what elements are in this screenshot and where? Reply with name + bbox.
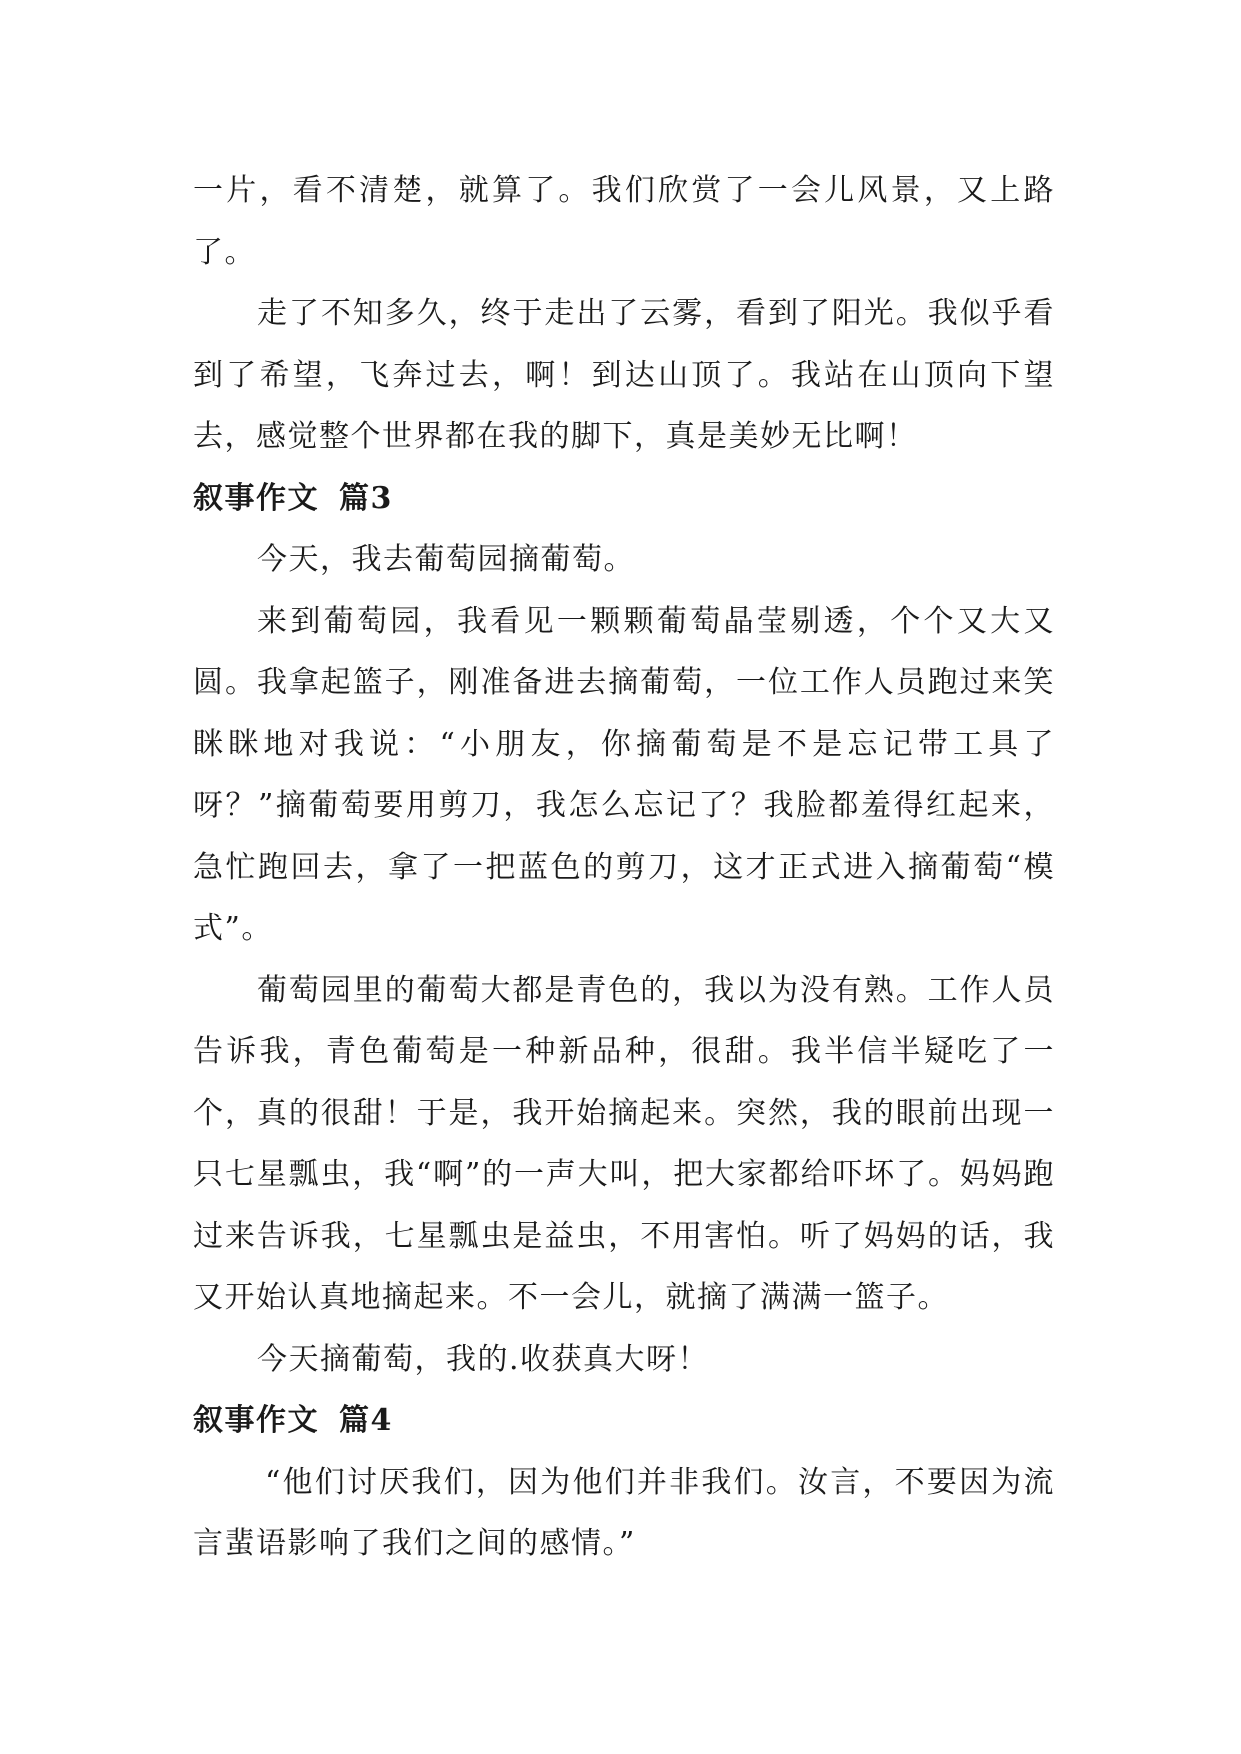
paragraph: 来到葡萄园，我看见一颗颗葡萄晶莹剔透，个个又大又圆。我拿起篮子，刚准备进去摘葡萄，一位工作人员跑过来笑眯眯地对我说：“小朋友，你摘葡萄是不是忘记带工具了呀？”摘葡萄要用剪刀，我怎么忘记了？我脸都羞得红起来，急忙跑回去，拿了一把蓝色的剪刀，这才正式进入摘葡萄“模式”。: [193, 603, 1055, 946]
paragraph: 葡萄园里的葡萄大都是青色的，我以为没有熟。工作人员告诉我，青色葡萄是一种新品种，很甜。我半信半疑吃了一个，真的很甜！于是，我开始摘起来。突然，我的眼前出现一只七星瓢虫，我“啊”的一声大叫，把大家都给吓坏了。妈妈跑过来告诉我，七星瓢虫是益虫，不用害怕。听了妈妈的话，我又开始认真地摘起来。不一会儿，就摘了满满一篮子。: [193, 972, 1055, 1315]
section-heading-4: [193, 1390, 1055, 1452]
paragraph-quote: “他们讨厌我们，因为他们并非我们。汝言，不要因为流言蜚语影响了我们之间的感情。”: [193, 1464, 1055, 1561]
paragraph-summit: 走了不知多久，终于走出了云雾，看到了阳光。我似乎看到了希望，飞奔过去，啊！到达山顶了。我站在山顶向下望去，感觉整个世界都在我的脚下，真是美妙无比啊！: [193, 296, 1055, 454]
section-title: 叙事作文: [193, 480, 319, 516]
section-title: 叙事作文: [193, 1403, 319, 1438]
section-number: 篇4: [339, 1403, 393, 1438]
paragraph: 今天摘葡萄，我的.收获真大呀！: [257, 1341, 710, 1377]
section-heading-3: [193, 468, 1055, 530]
paragraph-continuation: 一片，看不清楚，就算了。我们欣赏了一会儿风景，又上路了。: [193, 173, 1055, 270]
document-page: [193, 160, 1055, 1575]
section-number: 篇3: [339, 480, 393, 516]
paragraph: 今天，我去葡萄园摘葡萄。: [257, 542, 635, 577]
